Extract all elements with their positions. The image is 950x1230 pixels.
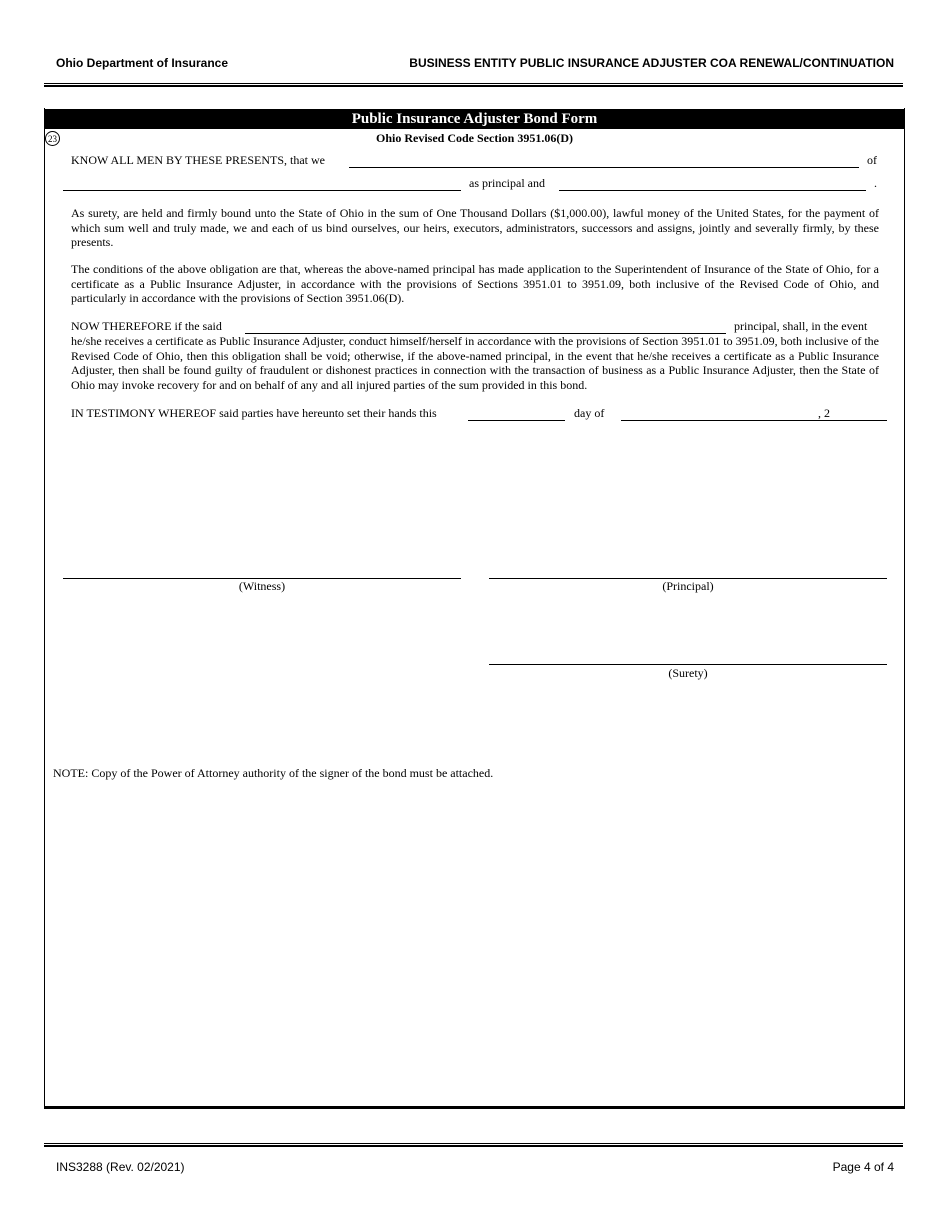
form-number: INS3288 (Rev. 02/2021) xyxy=(56,1160,185,1174)
period-label: . xyxy=(874,176,877,190)
witness-label: (Witness) xyxy=(238,579,286,593)
footer-rule-thick xyxy=(44,1145,903,1147)
agency-name: Ohio Department of Insurance xyxy=(56,56,229,70)
surety-paragraph: As surety, are held and firmly bound unto the State of Ohio in the sum of One Thousand Dollars ($1,000.00), lawful money of the United States, for the payment of which sum well and truly made, we and each of us bind ourselves, our heirs, executors, administrators, successors and assigns, jointly and severally firmly, by these presents. xyxy=(71,206,879,249)
month-year-field[interactable] xyxy=(621,420,887,421)
now-therefore-paragraph: he/she receives a certificate as Public Insurance Adjuster, conduct himself/herself in accordance with the provisions of Section 3951.01 to 3951.09, both inclusive of the Revised Code of Ohio, then this obligation shall be void; otherwise, if the above-named principal, in the event that he/she receives a certificate as a Public Insurance Adjuster, then shall be found guilty of fraudulent or dishonest practices in connection with the transaction of business as a Public Insurance Adjuster, then the State of Ohio may invoke recovery for and on behalf of any and all injured parties of the sum provided in this bond. xyxy=(71,334,879,392)
section-title: Public Insurance Adjuster Bond Form xyxy=(44,109,905,129)
year-prefix-label: , 2 xyxy=(818,406,830,420)
form-frame xyxy=(44,108,905,1109)
now-therefore-label: NOW THEREFORE if the said xyxy=(71,319,222,333)
surety-name-field[interactable] xyxy=(559,190,866,191)
principal-address-field[interactable] xyxy=(63,190,461,191)
power-of-attorney-note: NOTE: Copy of the Power of Attorney authority of the signer of the bond must be attached. xyxy=(53,766,494,780)
form-title: BUSINESS ENTITY PUBLIC INSURANCE ADJUSTER COA RENEWAL/CONTINUATION xyxy=(409,56,894,70)
item-number-badge: 23 xyxy=(45,131,60,146)
as-principal-label: as principal and xyxy=(469,176,545,190)
know-all-label: KNOW ALL MEN BY THESE PRESENTS, that we xyxy=(71,153,325,167)
header-rule-thick xyxy=(44,85,903,87)
header-rule-thin xyxy=(44,83,903,84)
section-subtitle: Ohio Revised Code Section 3951.06(D) xyxy=(376,131,573,145)
principal-label: (Principal) xyxy=(662,579,714,593)
footer-rule-thin xyxy=(44,1143,903,1144)
testimony-label: IN TESTIMONY WHEREOF said parties have hereunto set their hands this xyxy=(71,406,437,420)
of-label: of xyxy=(867,153,877,167)
day-field[interactable] xyxy=(468,420,565,421)
surety-signature-line[interactable] xyxy=(489,664,887,665)
principal-event-label: principal, shall, in the event xyxy=(734,319,868,333)
surety-label: (Surety) xyxy=(668,666,708,680)
page-number: Page 4 of 4 xyxy=(832,1160,894,1174)
day-of-label: day of xyxy=(574,406,605,420)
conditions-paragraph: The conditions of the above obligation are that, whereas the above-named principal has made application to the Superintendent of Insurance of the State of Ohio, for a certificate as a Public Insurance Adjuster, in accordance with the provisions of Sections 3951.01 to 3951.09, both inclusive of the Revised Code of Ohio, and particularly in accordance with the provisions of Section 3951.06(D). xyxy=(71,262,879,305)
principal-name-field[interactable] xyxy=(349,167,859,168)
